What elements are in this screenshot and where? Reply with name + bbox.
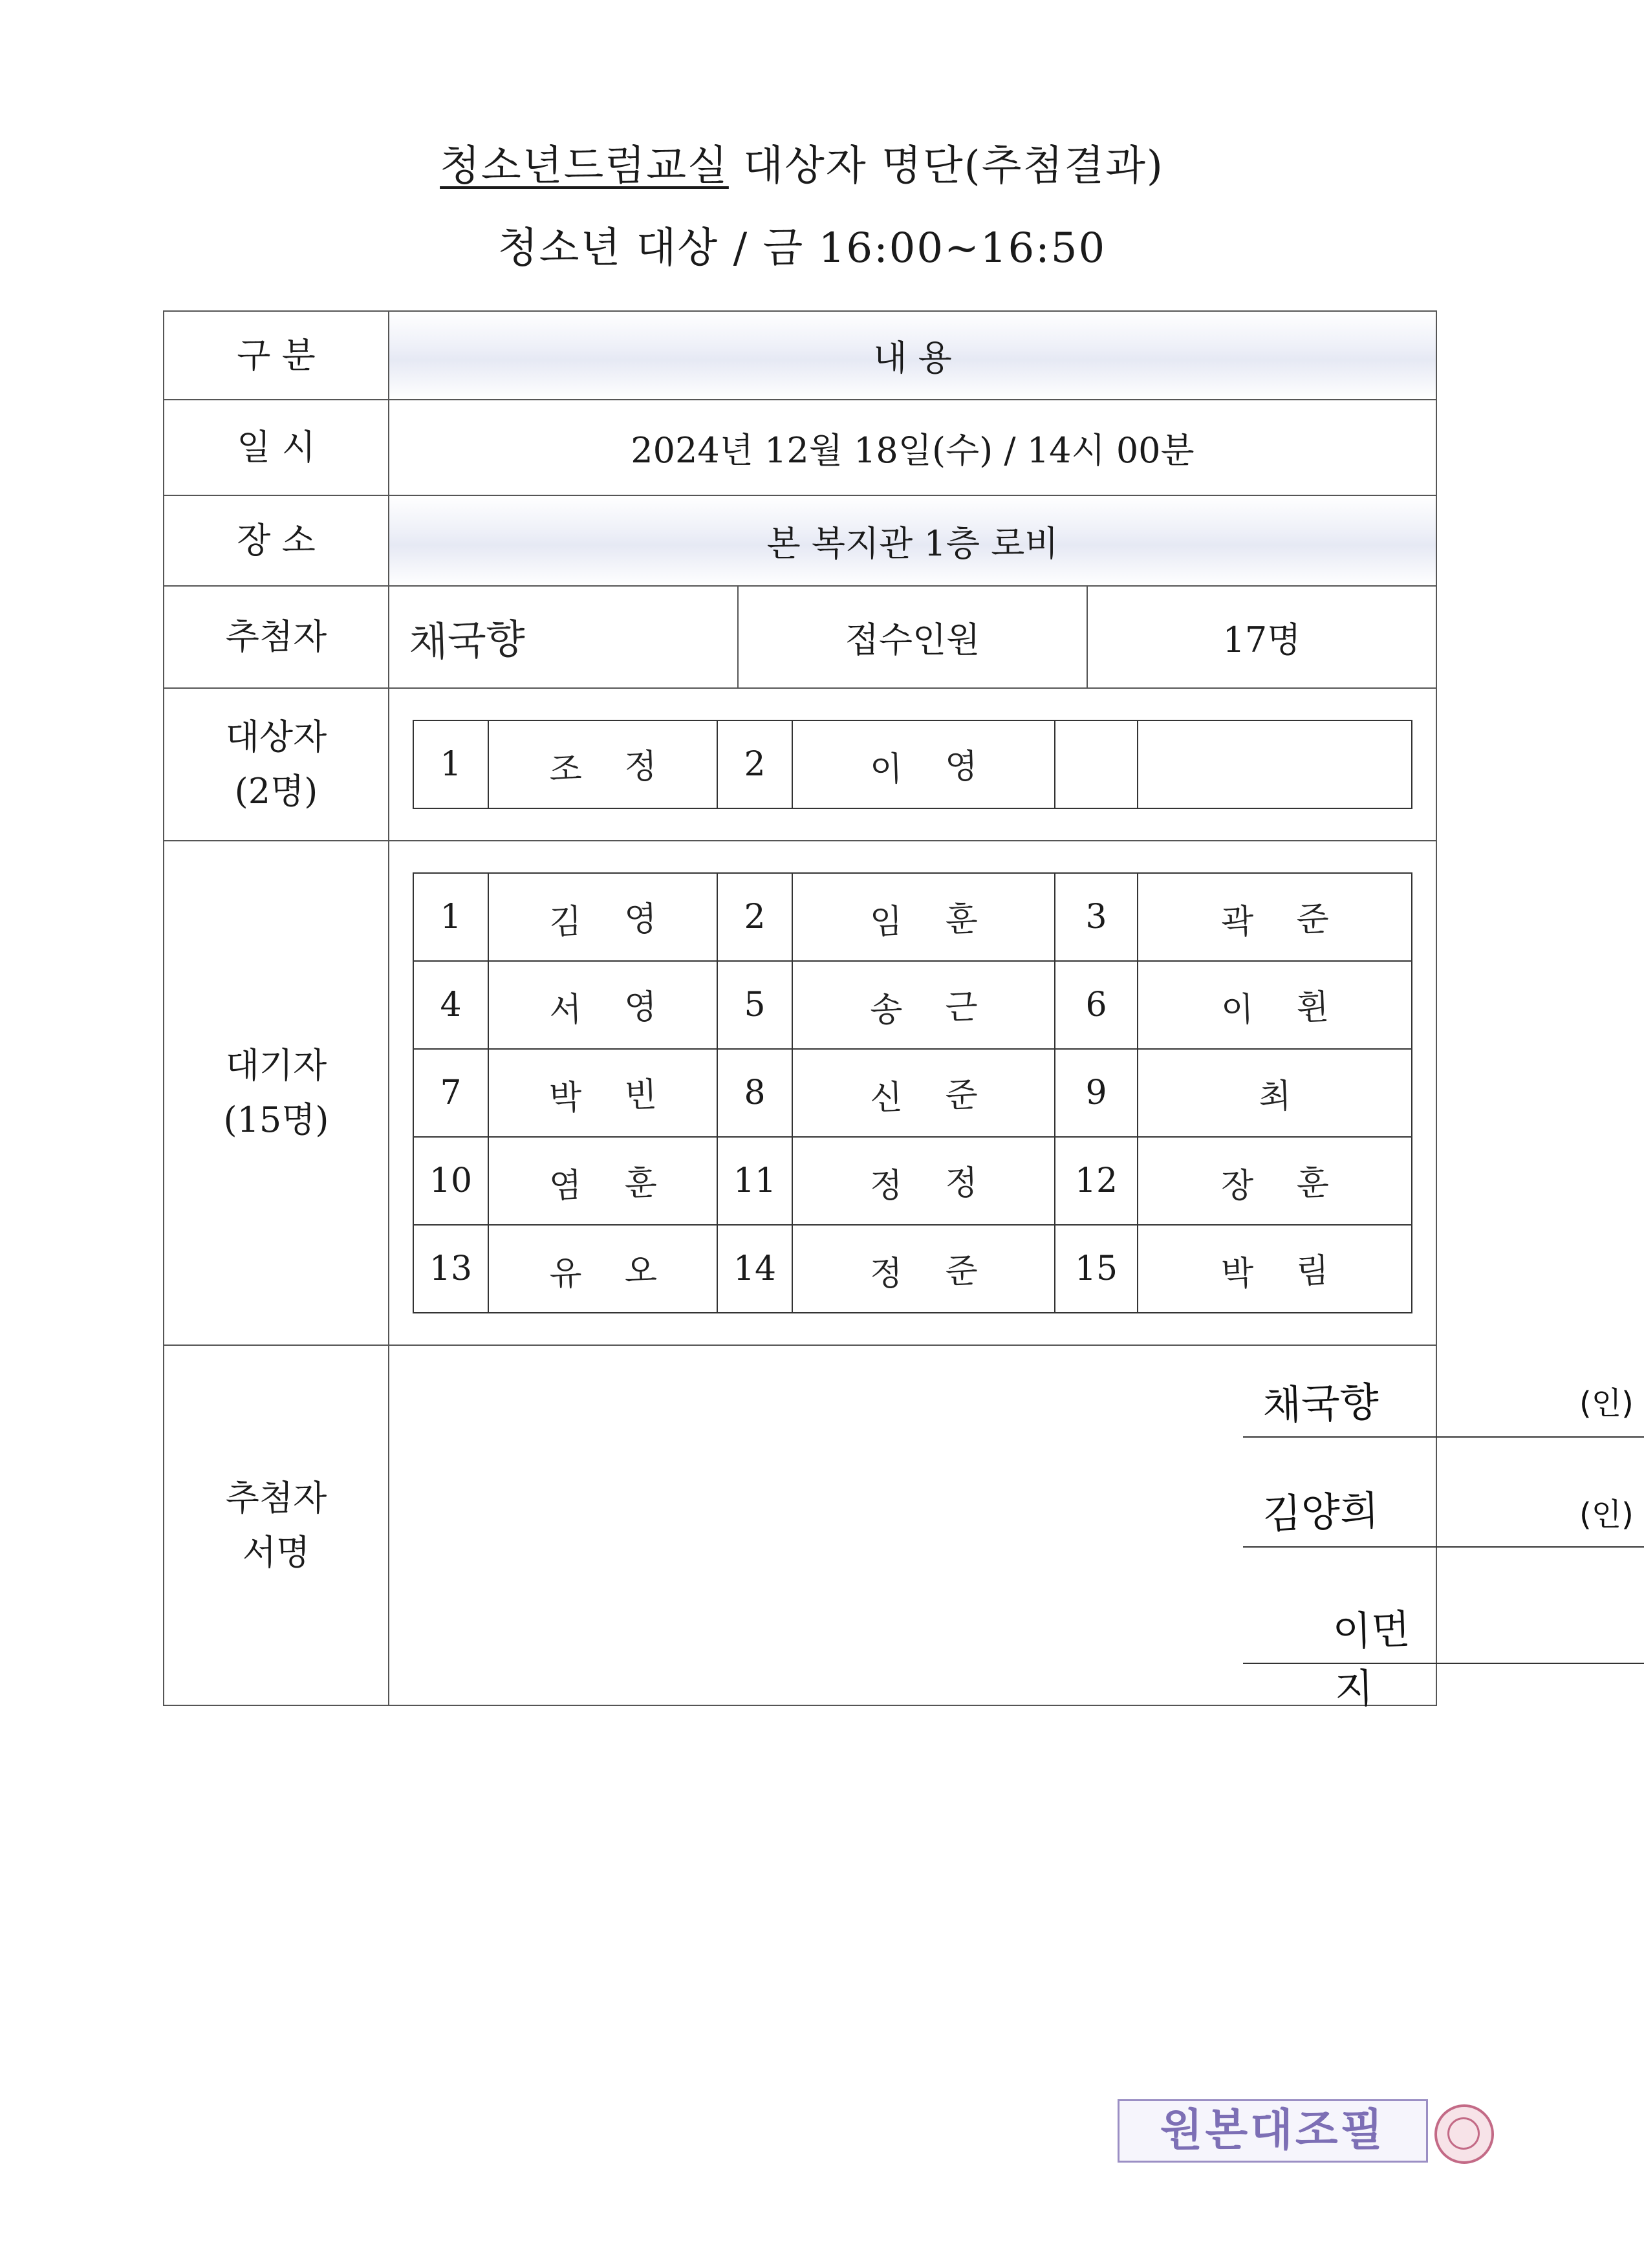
count-label: 접수인원 [738, 586, 1087, 688]
signature-line-3 [1243, 1663, 1644, 1664]
waitlist-name [792, 1049, 1055, 1137]
drawer-label: 추첨자 [164, 586, 389, 688]
waitlist-count: (15명) [223, 1099, 329, 1140]
document-title [0, 133, 1604, 192]
waitlist-name-text: 박 빈 [548, 1075, 658, 1118]
waitlist-number: 15 [1055, 1225, 1138, 1313]
target-name [1138, 720, 1412, 808]
waitlist-name [488, 1049, 717, 1137]
waitlist-label: 대기자 [225, 1045, 327, 1086]
waitlist-name [1138, 961, 1412, 1049]
waitlist-name-text: 염 훈 [548, 1163, 658, 1206]
waitlist-name-text: 장 훈 [1220, 1163, 1330, 1206]
target-name-text: 이 영 [869, 746, 979, 790]
waitlist-name [792, 1225, 1055, 1313]
signer-3: 이먼지 [1332, 1605, 1411, 1713]
signature-label-line1: 추첨자 [225, 1477, 327, 1518]
waitlist-name [792, 961, 1055, 1049]
target-name [792, 720, 1055, 808]
waitlist-name [1138, 873, 1412, 961]
lottery-result-table [163, 310, 1634, 1713]
waitlist-name-text: 최 [1258, 1076, 1292, 1117]
waitlist-name-text: 신 준 [869, 1075, 979, 1118]
waitlist-number: 3 [1055, 873, 1138, 961]
waitlist-row [413, 1137, 1412, 1225]
target-name [488, 720, 717, 808]
date-label: 일 시 [164, 400, 389, 495]
signer-2: 김양희 [1261, 1486, 1380, 1539]
waitlist-number: 2 [717, 873, 792, 961]
waitlist-number: 1 [413, 873, 488, 961]
waitlist-table [413, 872, 1412, 1313]
seal-mark-1: (인) [1579, 1385, 1634, 1421]
waitlist-name-text: 이 휜 [1220, 987, 1330, 1030]
waitlist-row [413, 873, 1412, 961]
certified-copy-stamp: 원본대조필 [1118, 2099, 1428, 2163]
targets-label-cell [164, 688, 389, 841]
waitlist-name-text: 곽 준 [1220, 899, 1330, 942]
targets-label: 대상자 [225, 717, 327, 758]
waitlist-number: 10 [413, 1137, 488, 1225]
targets-count: (2명) [234, 771, 318, 812]
waitlist-name [1138, 1225, 1412, 1313]
waitlist-name-text: 임 훈 [869, 899, 979, 942]
title-program-name: 청소년드럼교실 [440, 142, 729, 190]
waitlist-name [488, 1137, 717, 1225]
seal-icon [1434, 2104, 1494, 2164]
header-label: 구 분 [164, 311, 389, 400]
targets-table [413, 720, 1412, 809]
waitlist-name [1138, 1137, 1412, 1225]
waitlist-row [413, 961, 1412, 1049]
target-number: 2 [717, 720, 792, 808]
signature-line-2 [1243, 1546, 1644, 1548]
waitlist-label-cell [164, 841, 389, 1345]
waitlist-number: 11 [717, 1137, 792, 1225]
waitlist-name-text: 정 정 [869, 1163, 979, 1206]
count-value: 17명 [1087, 586, 1436, 688]
waitlist-name [792, 873, 1055, 961]
waitlist-name [488, 1225, 717, 1313]
waitlist-name-text: 서 영 [548, 987, 658, 1030]
target-name-text: 조 정 [548, 746, 658, 790]
waitlist-name [488, 961, 717, 1049]
waitlist-name [1138, 1049, 1412, 1137]
waitlist-number: 13 [413, 1225, 488, 1313]
waitlist-row [413, 1049, 1412, 1137]
target-row [413, 720, 1412, 808]
waitlist-number: 8 [717, 1049, 792, 1137]
waitlist-name-text: 정 준 [869, 1251, 979, 1294]
waitlist-name-text: 송 근 [869, 987, 979, 1030]
target-number: 1 [413, 720, 488, 808]
signature-label-line2: 서명 [242, 1531, 310, 1573]
waitlist-number: 6 [1055, 961, 1138, 1049]
drawer-name: 채국향 [407, 614, 526, 666]
waitlist-name-text: 박 림 [1220, 1251, 1330, 1294]
place-label: 장 소 [164, 495, 389, 586]
waitlist-row [413, 1225, 1412, 1313]
waitlist-number: 4 [413, 961, 488, 1049]
waitlist-number: 5 [717, 961, 792, 1049]
waitlist-number: 9 [1055, 1049, 1138, 1137]
waitlist-name [792, 1137, 1055, 1225]
waitlist-number: 12 [1055, 1137, 1138, 1225]
waitlist-name-text: 김 영 [548, 899, 658, 942]
signature-label-cell [164, 1345, 389, 1705]
waitlist-number: 14 [717, 1225, 792, 1313]
title-suffix: 대상자 명단(추첨결과) [728, 142, 1164, 190]
header-content: 내 용 [389, 311, 1436, 400]
place-value: 본 복지관 1층 로비 [389, 495, 1436, 586]
seal-mark-2: (인) [1579, 1496, 1634, 1533]
date-value: 2024년 12월 18일(수) / 14시 00분 [389, 400, 1436, 495]
waitlist-name-text: 유 오 [548, 1251, 658, 1294]
document-subtitle: 청소년 대상 / 금 16:00~16:50 [497, 224, 1107, 272]
waitlist-number: 7 [413, 1049, 488, 1137]
waitlist-name [488, 873, 717, 961]
signer-1: 채국향 [1261, 1377, 1380, 1430]
signature-line-1 [1243, 1436, 1644, 1438]
target-number [1055, 720, 1138, 808]
signature-area [389, 1346, 1634, 1713]
